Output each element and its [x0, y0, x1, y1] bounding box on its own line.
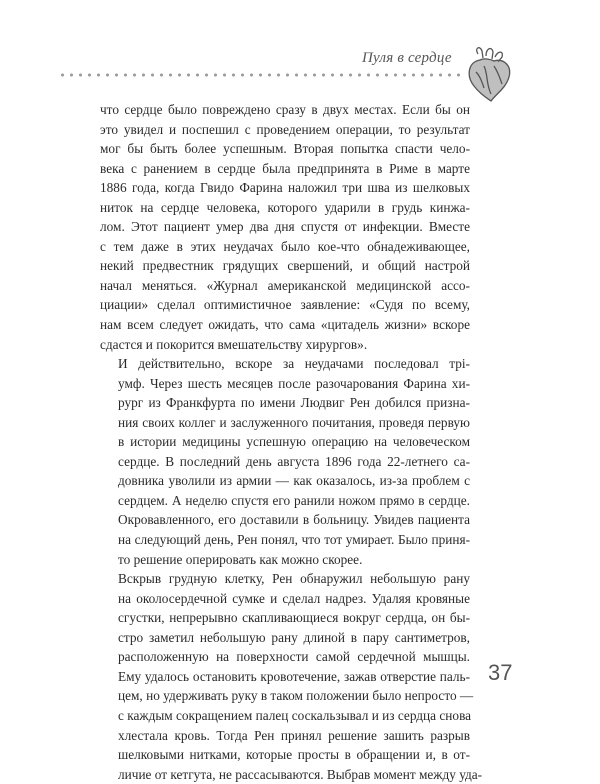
text-line: с тем даже в этих неудачах было кое-что обнадеживающее,: [100, 238, 470, 254]
text-line: нам всем следует ожидать, что сама «цитадель жизни» вскоре: [100, 317, 470, 333]
text-line: довника уволили из армии — как оказалось, из-за проблем с: [118, 473, 470, 489]
text-line: хлестала кровь. Тогда Рен принял решение зашить разрыв: [118, 727, 470, 743]
text-line: рург из Франкфурта по имени Людвиг Рен добился призна-: [118, 395, 470, 411]
text-line: циации» сделал оптимистичное заявление: «Судя по всему,: [100, 297, 470, 313]
text-line: на следующий день, Рен понял, что тот умирает. Было приня-: [118, 532, 470, 548]
text-line: личие от кетгута, не рассасываются. Выбрав момент между уда-: [118, 766, 483, 782]
paragraph-3: [100, 569, 483, 784]
text-line: это увидел и поспешил с проведением операции, то результат: [100, 121, 470, 137]
paragraph-2: [100, 354, 470, 569]
page-number: 37: [488, 660, 513, 685]
text-line: ниток на сердце человека, которого ударили в грудь кинжа-: [100, 199, 470, 215]
text-line: умф. Через шесть месяцев после разочарования Фарина хи-: [118, 375, 470, 391]
text-line: Окровавленного, его доставили в больницу. Увидев пациента: [118, 512, 470, 528]
text-line: ния своих коллег и заслуженного почитания, проведя первую: [118, 414, 470, 430]
text-line: то решение оперировать как можно скорее.: [118, 551, 363, 567]
text-line: Ему удалось остановить кровотечение, зажав отверстие паль-: [118, 668, 470, 684]
text-line: шелковыми нитками, которые просты в обращении и, в от-: [118, 747, 470, 763]
anatomical-heart-icon: [464, 44, 514, 102]
text-line: стро заметил небольшую рану длиной в пару сантиметров,: [118, 629, 470, 645]
text-line: лом. Этот пациент умер два дня спустя от инфекции. Вместе: [100, 219, 470, 235]
text-line: начал меняться. «Журнал американской медицинской ассо-: [100, 277, 470, 293]
text-line: мог бы быть более успешным. Вторая попытка спасти чело-: [100, 141, 470, 157]
text-line: с каждым сокращением палец соскальзывал и из сердца снова: [118, 707, 472, 723]
text-line: сгустки, непрерывно скапливающиеся вокруг сердца, он бы-: [118, 610, 470, 626]
text-line: И действительно, вскоре за неудачами последовал трі-: [118, 356, 470, 372]
running-title: Пуля в сердце: [362, 50, 452, 66]
text-line: сдастся и покорится вмешательству хирургов».: [100, 336, 368, 352]
text-line: цем, но удерживать руку в таком положении было непросто —: [118, 688, 474, 704]
text-line: сердцем. А неделю спустя его ранили ножом прямо в сердце.: [118, 492, 470, 508]
header-dotted-rule: [58, 73, 460, 77]
body-text: [100, 100, 483, 784]
text-line: века с ранением в сердце была предпринята в Риме в марте: [100, 160, 470, 176]
text-line: Вскрыв грудную клетку, Рен обнаружил небольшую рану: [118, 571, 470, 587]
text-line: 1886 года, когда Гвидо Фарина наложил три шва из шелковых: [100, 180, 470, 196]
text-line: расположенную на поверхности самой сердечной мышцы.: [118, 649, 470, 665]
text-line: что сердце было повреждено сразу в двух местах. Если бы он: [100, 102, 470, 117]
text-line: на околосердечной сумке и сделал надрез. Удаляя кровяные: [118, 590, 470, 606]
text-line: сердце. В последний день августа 1896 года 22-летнего са-: [118, 453, 470, 469]
text-line: в истории медицины успешную операцию на человеческом: [118, 434, 470, 450]
paragraph-1: [100, 100, 470, 354]
text-line: некий предвестник грядущих свершений, и общий настрой: [100, 258, 470, 274]
